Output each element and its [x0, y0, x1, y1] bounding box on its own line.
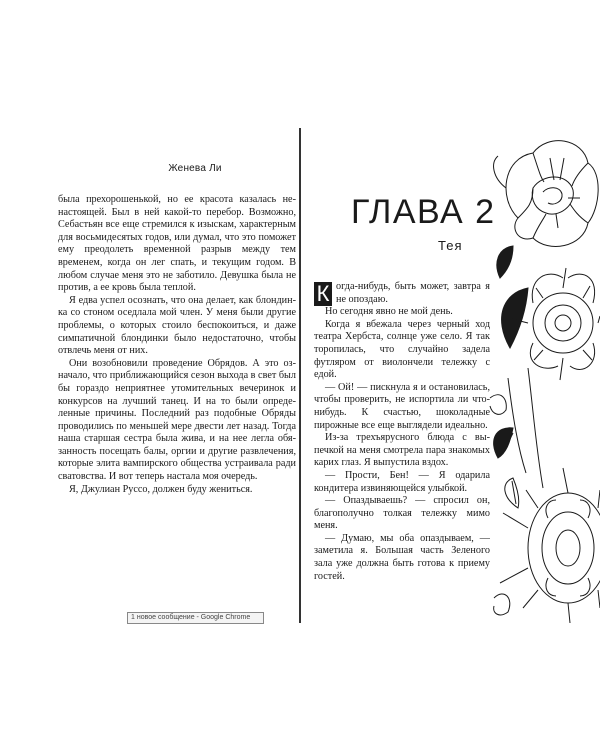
dropcap: К [314, 282, 332, 306]
leaf-icon [502, 288, 528, 348]
left-page-body [58, 194, 296, 496]
paragraph: — Ой! — пискнула я и остановилась, чтобы проверить, не испортила ли что-нибудь. К счастью, шоколадные пирожные все еще выглядели идеально. [314, 381, 490, 431]
paragraph: Я, Джулиан Руссо, должен буду жениться. [69, 483, 253, 495]
paragraph: — Прости, Бен! — Я одарила кондитера извиняющейся улыбкой. [314, 469, 490, 494]
chapter-subtitle: Тея [438, 238, 463, 253]
running-head-author: Женева Ли [168, 163, 222, 174]
dropcap-paragraph-text: огда-нибудь, быть может, завтра я не опоздаю. [336, 281, 490, 305]
paragraph: — Думаю, мы оба опаздываем, — заметила я. Большая часть Зеленого зала уже должна быть готова к приему гостей. [314, 532, 490, 582]
paragraph: Из-за трехъярусного блюда с выпечкой на меня смотрела пара знакомых карих глаз. Я выпустила вздох. [314, 432, 490, 469]
paragraph: Когда я вбежала через черный ход театра Хербста, солнце уже село. Я так торопилась, что случайно задела футляром от виолончели тележку с едой. [314, 318, 490, 381]
paragraph: Они возобновили проведение Обрядов. А это означало, что приближающийся сезон выхода в свет был бы гораздо неприятнее утомительных вечеринок и конкурсов на лучший танец. И на то были определенные причины. Последний раз подобные Обряды проводились по меньшей мере двести лет назад. Тогда наша старшая сестра была жива, и на нее легла обязанность посещать балы, оргии и другие развлечения, которые элита вампирского общества устраивала ради сватовства. И вот теперь настала моя очередь. [58, 357, 296, 483]
taskbar-tooltip: 1 новое сообщение - Google Chrome [127, 612, 264, 624]
paragraph: — Опаздываешь? — спросил он, благополучно толкая тележку мимо меня. [314, 495, 490, 532]
peony-flower-icon [494, 141, 599, 247]
paragraph: Но сегодня явно не мой день. [325, 306, 453, 318]
paragraph: Я едва успел осознать, что она делает, как блондинка со стоном оседлала мой член. У меня были другие проблемы, о которых стоило беспокоиться, и даже симпатичной блондинки было недостаточно, чтобы отвлечь меня от них. [58, 294, 296, 357]
chapter-title: ГЛАВА 2 [351, 193, 496, 231]
leaf-icon [494, 428, 513, 458]
paragraph: была прехорошенькой, но ее красота казалась ненастоящей. Был в ней какой-то перебор. Возможно, Себастьян все еще стремился к изыскам, характерным для восьмидесятых годов, или думал, что это поможет ему преодолеть временной разрыв между тем временем, когда он лег спать, и текущим годом. В любом случае меня это не заботило. Девушка была не против, а ее кровь была теплой. [58, 194, 296, 294]
chrysanthemum-flower-icon [508, 268, 600, 380]
right-page-body [314, 281, 490, 583]
chrysanthemum-flower-icon [500, 468, 600, 623]
floral-illustration [488, 128, 600, 623]
leaf-icon [497, 246, 513, 278]
left-page [0, 0, 299, 750]
paragraph-with-dropcap [314, 281, 490, 306]
